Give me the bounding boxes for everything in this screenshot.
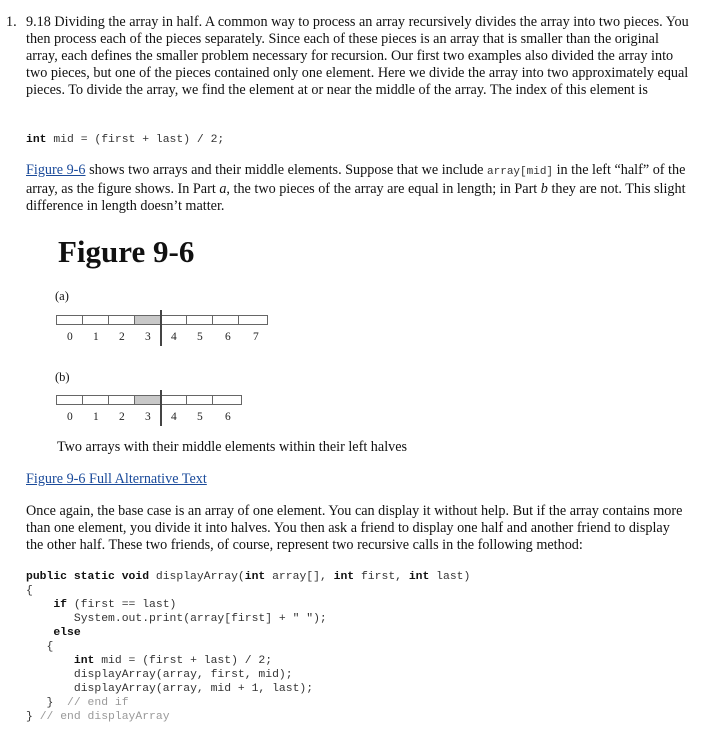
array-a-index: 0 [67,331,73,343]
array-a-index: 7 [253,331,259,343]
array-a-index: 3 [145,331,151,343]
array-b-index: 2 [119,411,125,423]
method-code-block: public static void displayArray(int array[], int first, int last) { if (first == last) System.out.print(array[first] + " "); else { int mid = (first + last) / 2; displayArray(array, first, mid); displayArray(array, mid + 1, last); } // end if } // end displayArray [26,571,471,723]
array-a-cell [186,315,213,325]
array-b-cell [212,395,242,405]
figure-description-paragraph: Figure 9-6 shows two arrays and their middle elements. Suppose that we include array[mid] in the left “half” of the array, as the figure shows. In Part a, the two pieces of the array are equal in length; in Part b they are not. This slight difference in length doesn’t matter. [26,162,686,214]
part-b-label: (b) [55,370,70,384]
array-a-index: 2 [119,331,125,343]
figure-caption: Two arrays with their middle elements within their left halves [57,439,408,455]
array-a-middle-cell [134,315,161,325]
intro-paragraph: 9.18 Dividing the array in half. A common way to process an array recursively divides the array into two pieces. You then process each of the pieces separately. Since each of these pieces is an array that is smaller than the original array, each defines the smaller problem necessary for recursion. Our first two examples also divided the array into two pieces, but one of the pieces contained only one element. Here we divide the array into two approximately equal pieces. To divide the array, we find the element at or near the middle of the array. The index of this element is [26,14,689,98]
array-b-middle-cell [134,395,161,405]
array-b-index: 4 [171,411,177,423]
array-a-cell [108,315,135,325]
array-b-index: 3 [145,411,151,423]
array-b-cell [108,395,135,405]
array-a-cell [238,315,268,325]
figure-title: Figure 9-6 [58,234,195,269]
array-b-cell [186,395,213,405]
array-b-cell [56,395,83,405]
array-b-cell [82,395,109,405]
alt-text-link[interactable]: Figure 9-6 Full Alternative Text [26,471,207,487]
item-number: 1. [6,14,17,30]
array-b-index: 5 [197,411,203,423]
recursion-paragraph: Once again, the base case is an array of one element. You can display it without help. But if the array contains more than one element, you divide it into halves. You then ask a friend to display one half and another friend to display the other half. These two friends, of course, represent two recursive calls in the following method: [26,503,683,553]
array-b-cell [160,395,187,405]
part-a-label: (a) [55,289,69,303]
array-a-cell [82,315,109,325]
array-a-cell [56,315,83,325]
array-a-index: 1 [93,331,99,343]
array-a-split-line [160,310,162,346]
array-b-index: 0 [67,411,73,423]
array-a-cell [160,315,187,325]
mid-code-line: int mid = (first + last) / 2; [26,134,225,146]
array-a-index: 5 [197,331,203,343]
figure-link[interactable]: Figure 9-6 [26,162,86,178]
array-b-index: 6 [225,411,231,423]
array-a-index: 4 [171,331,177,343]
array-b-split-line [160,390,162,426]
array-a-index: 6 [225,331,231,343]
array-a-cell [212,315,239,325]
array-b-index: 1 [93,411,99,423]
